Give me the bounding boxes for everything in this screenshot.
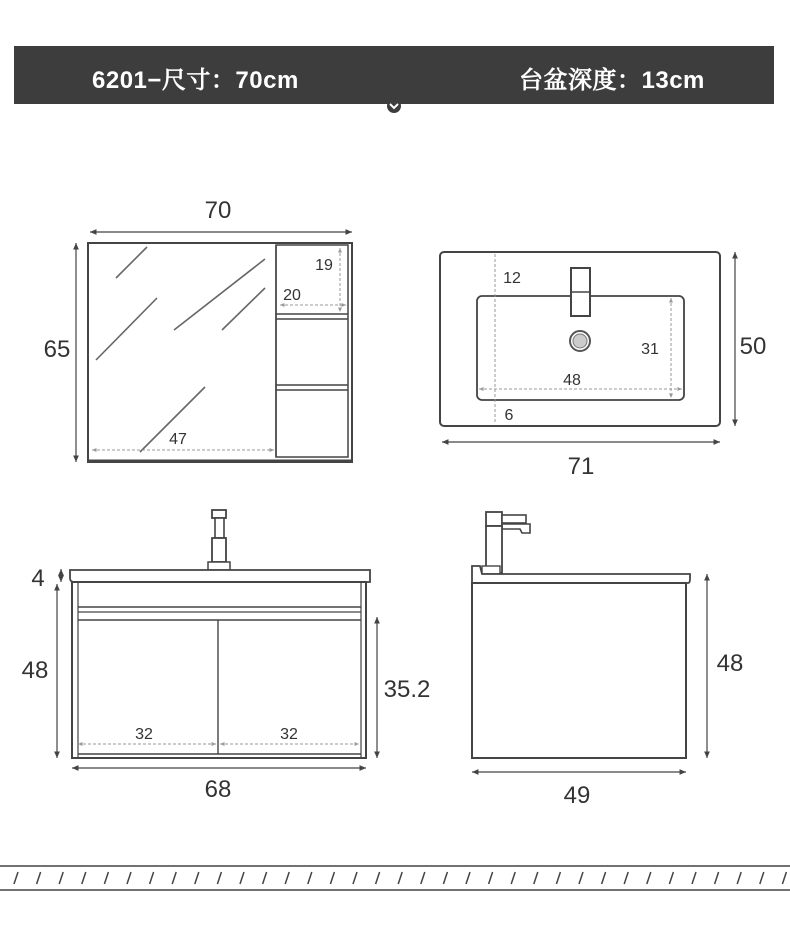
slash-mark — [669, 872, 673, 884]
basin-back-margin-label: 12 — [503, 270, 521, 287]
slash-mark — [37, 872, 41, 884]
slash-mark — [715, 872, 719, 884]
slash-mark — [602, 872, 606, 884]
vanity-width-label: 68 — [204, 776, 232, 803]
slash-mark — [172, 872, 176, 884]
slash-mark — [579, 872, 583, 884]
slash-mark — [647, 872, 651, 884]
basin-depth-title: 台盆深度：13cm — [519, 67, 705, 94]
bowl-depth-label: 31 — [641, 341, 659, 358]
slash-mark — [782, 872, 786, 884]
slash-mark — [443, 872, 447, 884]
slash-mark — [104, 872, 108, 884]
size-title: 6201−尺寸：70cm — [92, 67, 299, 94]
mirror-width-label: 70 — [204, 197, 232, 224]
side-height-label: 48 — [716, 650, 744, 677]
slash-mark — [217, 872, 221, 884]
left-door-width-label: 32 — [135, 726, 153, 743]
door-height-label: 35.2 — [383, 676, 431, 703]
mirror-reflection-lines — [96, 247, 265, 452]
slash-mark — [353, 872, 357, 884]
basin-width-label: 71 — [567, 453, 595, 480]
slash-mark — [195, 872, 199, 884]
slash-mark — [398, 872, 402, 884]
decorative-slash-band — [0, 866, 790, 890]
slash-mark — [150, 872, 154, 884]
slash-mark — [760, 872, 764, 884]
vanity-height-label: 48 — [21, 657, 49, 684]
right-door-width-label: 32 — [280, 726, 298, 743]
slash-mark — [263, 872, 267, 884]
slash-mark — [330, 872, 334, 884]
slash-mark — [624, 872, 628, 884]
side-depth-label: 49 — [563, 782, 591, 809]
shelf-height-label: 19 — [315, 257, 333, 274]
slash-mark — [511, 872, 515, 884]
slash-mark — [285, 872, 289, 884]
shelf-width-label: 20 — [283, 287, 301, 304]
slash-mark — [376, 872, 380, 884]
basin-front-margin-label: 6 — [504, 407, 514, 424]
slash-mark — [489, 872, 493, 884]
drain-icon — [570, 331, 590, 351]
vanity-side-drawing — [472, 512, 707, 772]
slash-mark — [692, 872, 696, 884]
slash-mark — [421, 872, 425, 884]
top-thickness-label: 4 — [31, 565, 45, 592]
vanity-front-drawing — [57, 510, 377, 768]
slash-mark — [127, 872, 131, 884]
mirror-cabinet-drawing — [76, 232, 352, 462]
basin-top-drawing — [440, 252, 735, 442]
basin-depth-label: 50 — [739, 333, 767, 360]
slash-mark — [82, 872, 86, 884]
slash-mark — [59, 872, 63, 884]
slash-mark — [737, 872, 741, 884]
mirror-height-label: 65 — [43, 336, 71, 363]
mirror-inner-width-label: 47 — [169, 431, 187, 448]
slash-mark — [308, 872, 312, 884]
bowl-width-label: 48 — [563, 372, 581, 389]
slash-mark — [14, 872, 18, 884]
slash-mark — [534, 872, 538, 884]
slash-mark — [240, 872, 244, 884]
slash-mark — [466, 872, 470, 884]
slash-mark — [556, 872, 560, 884]
